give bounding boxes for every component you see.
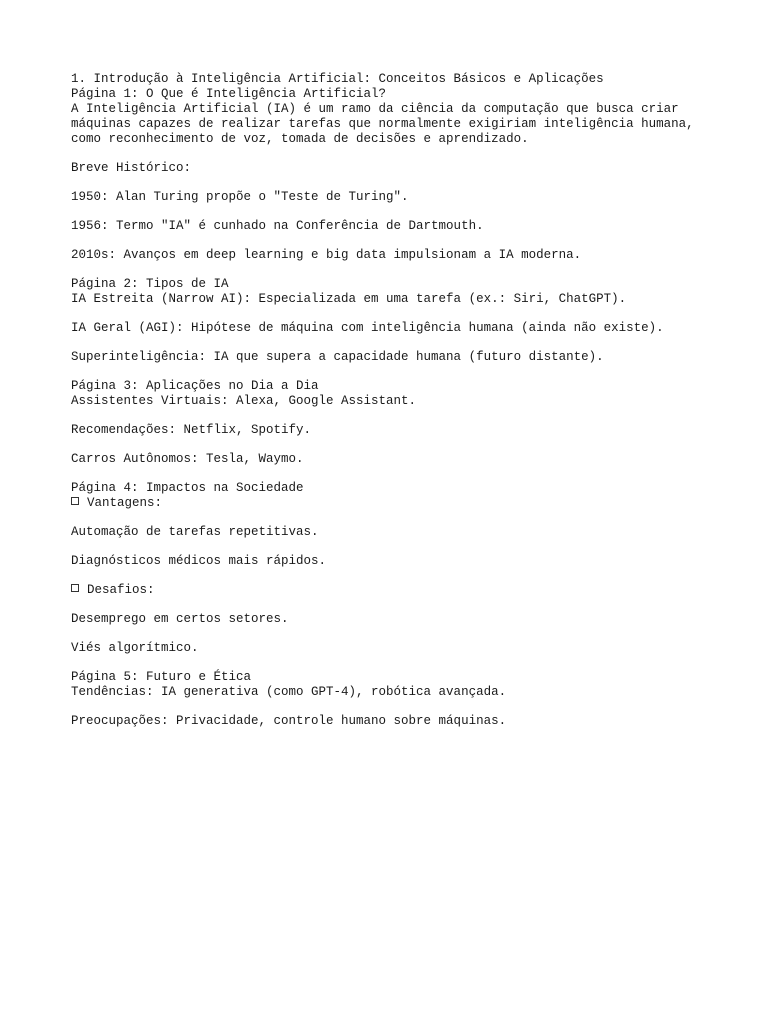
page1-paragraph-line: máquinas capazes de realizar tarefas que normalmente exigiriam inteligência humana,	[71, 117, 694, 131]
advantages-label: Vantagens:	[87, 496, 163, 510]
page1-heading: Página 1: O Que é Inteligência Artificial?	[71, 87, 387, 101]
history-label: Breve Histórico:	[71, 161, 192, 175]
page2-item: Superinteligência: IA que supera a capacidade humana (futuro distante).	[71, 350, 604, 364]
checkbox-bullet-icon	[71, 497, 79, 505]
advantage-item: Automação de tarefas repetitivas.	[71, 525, 319, 539]
advantages-label-row	[71, 496, 751, 511]
challenges-label-row	[71, 583, 751, 598]
challenge-item: Desemprego em certos setores.	[71, 612, 289, 626]
page1-paragraph-line: como reconhecimento de voz, tomada de decisões e aprendizado.	[71, 132, 529, 146]
page5-item: Tendências: IA generativa (como GPT-4), robótica avançada.	[71, 685, 507, 699]
history-item: 1950: Alan Turing propõe o "Teste de Turing".	[71, 190, 409, 204]
page2-item: IA Estreita (Narrow AI): Especializada em uma tarefa (ex.: Siri, ChatGPT).	[71, 292, 627, 306]
page4-heading: Página 4: Impactos na Sociedade	[71, 481, 304, 495]
history-item: 1956: Termo "IA" é cunhado na Conferência de Dartmouth.	[71, 219, 484, 233]
history-item: 2010s: Avanços em deep learning e big data impulsionam a IA moderna.	[71, 248, 582, 262]
document-title: 1. Introdução à Inteligência Artificial: Conceitos Básicos e Aplicações	[71, 72, 604, 86]
advantage-item: Diagnósticos médicos mais rápidos.	[71, 554, 327, 568]
page1-paragraph-line: A Inteligência Artificial (IA) é um ramo da ciência da computação que busca criar	[71, 102, 679, 116]
page3-item: Assistentes Virtuais: Alexa, Google Assistant.	[71, 394, 417, 408]
document-page	[71, 72, 751, 729]
page5-item: Preocupações: Privacidade, controle humano sobre máquinas.	[71, 714, 507, 728]
challenge-item: Viés algorítmico.	[71, 641, 199, 655]
page3-item: Recomendações: Netflix, Spotify.	[71, 423, 312, 437]
page2-item: IA Geral (AGI): Hipótese de máquina com inteligência humana (ainda não existe).	[71, 321, 664, 335]
challenges-label: Desafios:	[87, 583, 155, 597]
page2-heading: Página 2: Tipos de IA	[71, 277, 229, 291]
checkbox-bullet-icon	[71, 584, 79, 592]
page3-heading: Página 3: Aplicações no Dia a Dia	[71, 379, 319, 393]
page3-item: Carros Autônomos: Tesla, Waymo.	[71, 452, 304, 466]
page5-heading: Página 5: Futuro e Ética	[71, 670, 252, 684]
